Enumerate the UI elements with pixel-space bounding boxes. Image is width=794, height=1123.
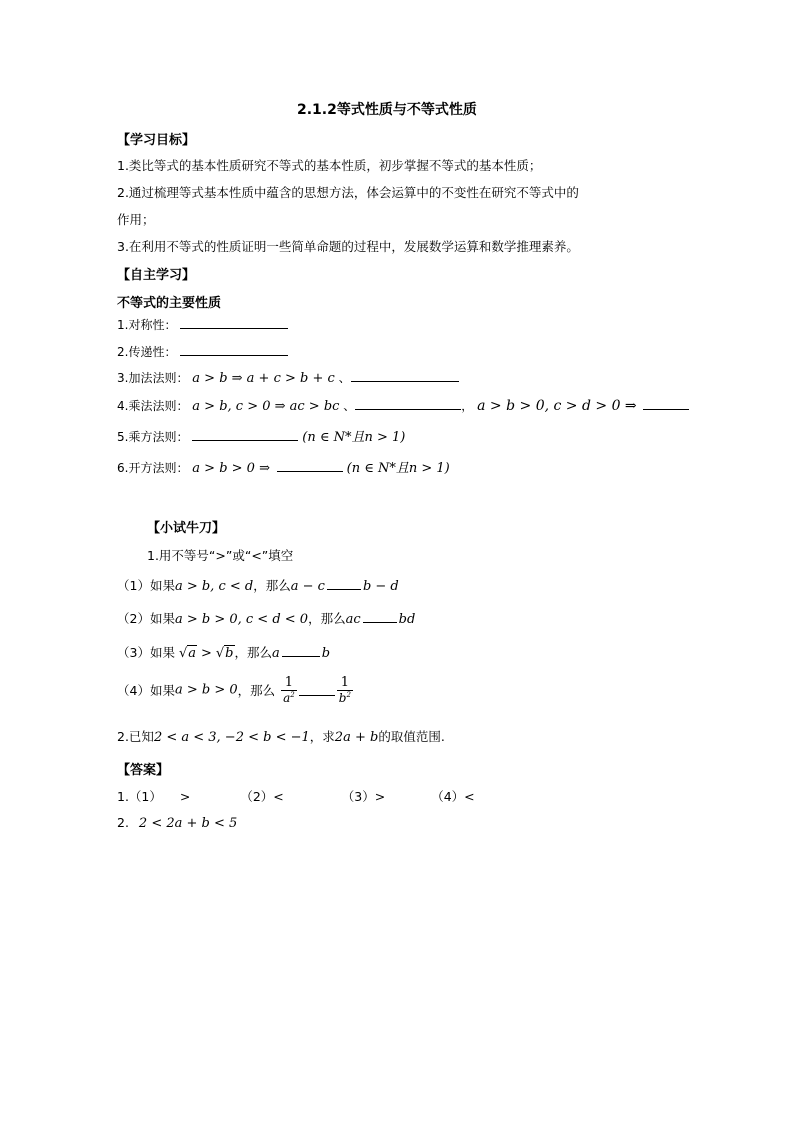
question-text: ，那么: [234, 645, 273, 660]
math-expression: 2 < 2a + b < 5: [138, 816, 238, 831]
math-expression: a: [272, 646, 280, 661]
math-expression: 2 < a < 3, −2 < b < −1: [153, 730, 310, 745]
question-text: ，那么: [308, 611, 346, 626]
answers-heading: 【答案】: [117, 763, 170, 778]
answer-blank[interactable]: [192, 429, 298, 441]
math-expression: b − d: [362, 579, 399, 594]
comma: ，: [461, 399, 474, 413]
answer-row-1: [117, 787, 475, 805]
question-1-4: [117, 675, 355, 705]
separator: 、: [343, 399, 356, 413]
math-expression: a > b > 0: [174, 682, 238, 698]
math-expression: a > b > 0 ⇒: [192, 461, 270, 476]
math-expression: a − c: [290, 579, 325, 594]
answer-value: （2）<: [240, 789, 284, 804]
answer-blank[interactable]: [180, 344, 288, 356]
fraction-one-over-b-squared: $\frac{1}{b^2}$: [338, 675, 351, 705]
property-root: [117, 457, 450, 476]
question-1-1: [117, 576, 399, 594]
properties-subheading: 不等式的主要性质: [117, 296, 222, 311]
math-expression: b: [321, 646, 331, 661]
goals-heading: 【学习目标】: [117, 133, 196, 148]
question-text: （2）如果: [117, 611, 175, 626]
answer-value: （4）<: [431, 789, 475, 804]
property-label: 6.开方法则：: [117, 461, 189, 475]
goal-item-2-cont: 作用；: [117, 212, 155, 227]
question-1-2: [117, 609, 415, 627]
math-expression: a > b ⇒ a + c > b + c: [192, 371, 335, 386]
answer-blank[interactable]: [282, 645, 320, 657]
math-expression: 2a + b: [334, 730, 379, 745]
separator: 、: [338, 371, 351, 385]
question-1-intro: 1.用不等号“>”或“<”填空: [147, 548, 294, 563]
question-text: ，那么: [253, 578, 291, 593]
property-label: 5.乘方法则：: [117, 430, 189, 444]
question-2: [117, 727, 445, 745]
math-condition: (n ∈ N*且n > 1): [302, 430, 406, 445]
math-expression: ac: [345, 612, 361, 627]
math-expression: bd: [398, 612, 416, 627]
answer-blank[interactable]: [351, 370, 459, 382]
goal-item-1: 1.类比等式的基本性质研究不等式的基本性质，初步掌握不等式的基本性质；: [117, 158, 542, 173]
question-text: 的取值范围.: [378, 729, 445, 744]
sqrt-a: √a: [178, 646, 196, 661]
math-expression: >: [200, 646, 212, 661]
answer-label: 2.: [117, 815, 129, 830]
page-title: 2.1.2等式性质与不等式性质: [297, 102, 477, 118]
math-expression: a > b, c < d: [174, 579, 254, 594]
property-label: 2.传递性：: [117, 345, 177, 359]
answer-value: >: [179, 789, 191, 804]
math-expression: a > b > 0, c > d > 0 ⇒: [477, 398, 637, 414]
answer-blank[interactable]: [363, 611, 397, 623]
answer-blank[interactable]: [180, 317, 288, 329]
property-label: 4.乘法法则：: [117, 399, 189, 413]
property-label: 1.对称性：: [117, 318, 177, 332]
property-transitivity: [117, 343, 288, 360]
answer-label: 1.（1）: [117, 789, 162, 804]
question-1-3: [117, 643, 330, 661]
answer-row-2: [117, 815, 237, 831]
math-condition: (n ∈ N*且n > 1): [346, 461, 450, 476]
property-multiplication: [117, 397, 689, 414]
answer-blank[interactable]: [277, 460, 343, 472]
answer-blank[interactable]: [355, 398, 461, 410]
goal-item-2: 2.通过梳理等式基本性质中蕴含的思想方法，体会运算中的不变性在研究不等式中的: [117, 185, 579, 200]
property-label: 3.加法法则：: [117, 371, 189, 385]
sqrt-b: √b: [215, 646, 234, 661]
math-expression: a > b > 0, c < d < 0: [174, 612, 309, 627]
answer-blank[interactable]: [299, 684, 335, 696]
fraction-one-over-a-squared: $\frac{1}{a^2}$: [283, 675, 295, 705]
goal-item-3: 3.在利用不等式的性质证明一些简单命题的过程中，发展数学运算和数学推理素养。: [117, 239, 579, 254]
question-text: ，那么: [237, 683, 276, 698]
question-text: 2.已知: [117, 729, 154, 744]
math-expression: a > b, c > 0 ⇒ ac > bc: [192, 399, 340, 414]
question-text: （3）如果: [117, 645, 175, 660]
answer-value: （3）>: [341, 789, 386, 804]
property-power: [117, 426, 405, 445]
answer-blank[interactable]: [643, 398, 689, 410]
practice-heading: 【小试牛刀】: [147, 521, 226, 536]
question-text: ，求: [309, 729, 335, 744]
question-text: （4）如果: [117, 683, 175, 698]
answer-blank[interactable]: [327, 578, 361, 590]
property-addition: [117, 369, 459, 386]
question-text: （1）如果: [117, 578, 175, 593]
property-symmetry: [117, 316, 288, 333]
self-study-heading: 【自主学习】: [117, 268, 196, 283]
